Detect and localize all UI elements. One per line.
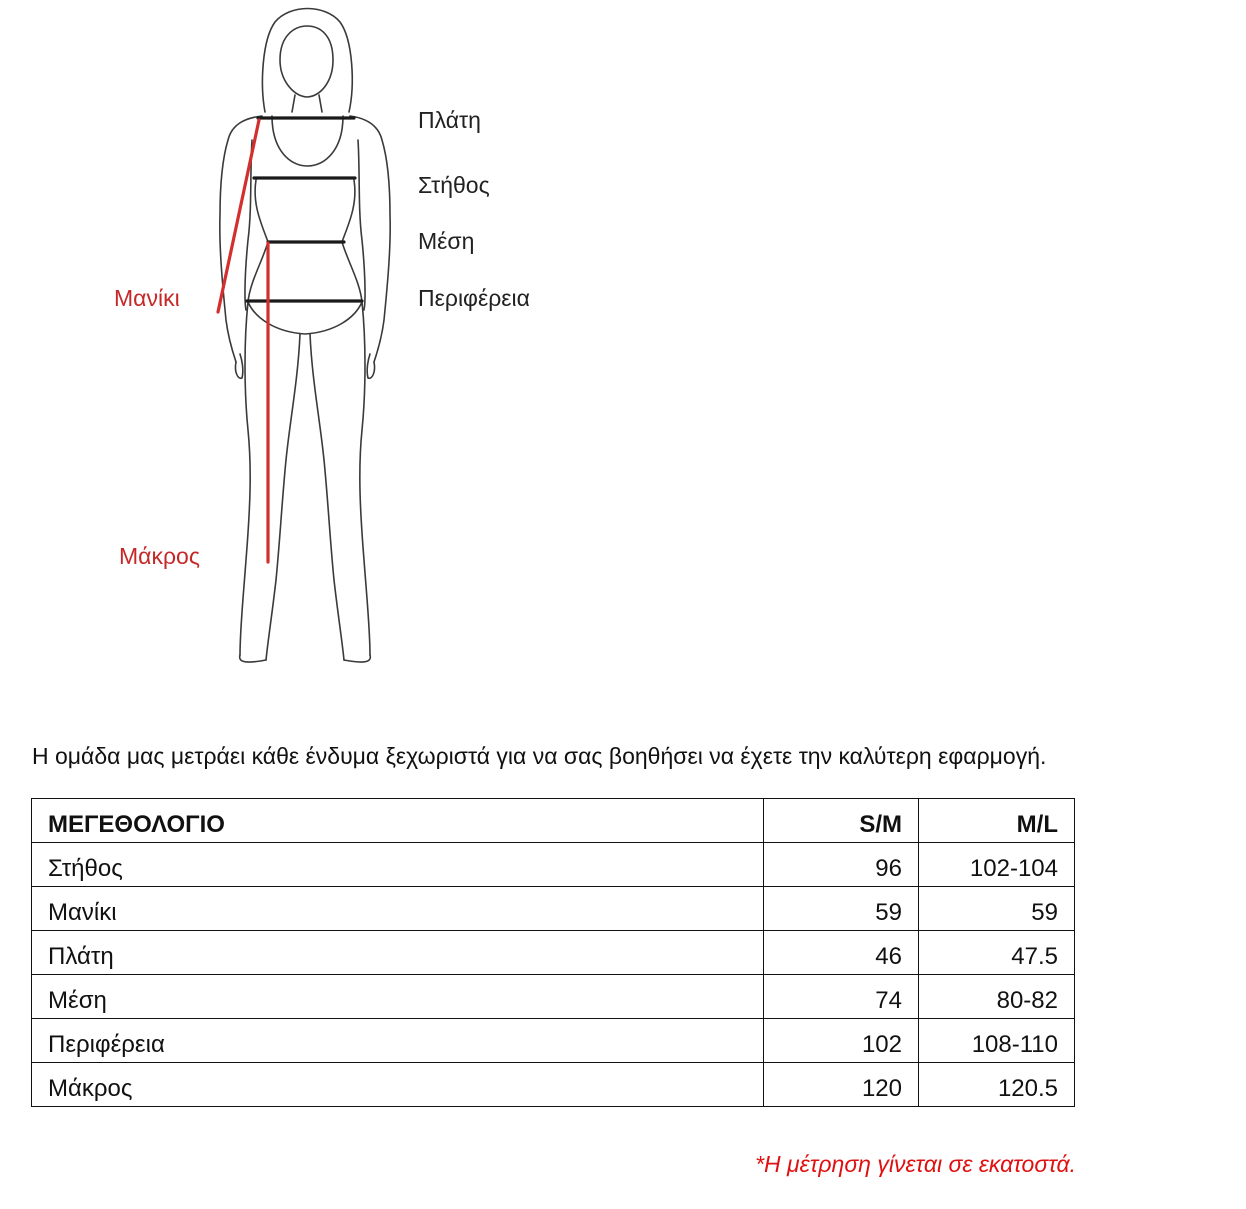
leg-right-inner xyxy=(310,334,344,660)
table-row xyxy=(32,1019,1075,1063)
hand-left xyxy=(235,354,242,378)
table-row xyxy=(32,1063,1075,1107)
cell-sm: 120 xyxy=(764,1063,919,1107)
cell-ml: 102-104 xyxy=(919,843,1075,887)
label-maniki: Μανίκι xyxy=(114,285,180,311)
size-chart-table xyxy=(31,798,1075,1107)
foot-left xyxy=(240,655,266,662)
table-row xyxy=(32,887,1075,931)
row-label: Πλάτη xyxy=(32,931,764,975)
intro-text: Η ομάδα μας μετράει κάθε ένδυμα ξεχωριστά για να σας βοηθήσει να έχετε την καλύτερη εφαρμογή. xyxy=(32,743,1047,769)
inner-arm-right xyxy=(358,140,365,310)
header-sm: S/M xyxy=(764,799,919,843)
header-ml: M/L xyxy=(919,799,1075,843)
cell-sm: 102 xyxy=(764,1019,919,1063)
cell-sm: 46 xyxy=(764,931,919,975)
cell-sm: 74 xyxy=(764,975,919,1019)
header-size-chart: ΜΕΓΕΘΟΛΟΓΙΟ xyxy=(32,799,764,843)
cell-sm: 96 xyxy=(764,843,919,887)
torso-right xyxy=(350,116,390,362)
cell-ml: 120.5 xyxy=(919,1063,1075,1107)
cell-ml: 108-110 xyxy=(919,1019,1075,1063)
label-makros: Μάκρος xyxy=(119,543,200,569)
cell-ml: 80-82 xyxy=(919,975,1075,1019)
label-platē: Πλάτη xyxy=(418,107,481,133)
table-row xyxy=(32,975,1075,1019)
row-label: Μανίκι xyxy=(32,887,764,931)
row-label: Μάκρος xyxy=(32,1063,764,1107)
face-outline xyxy=(280,26,333,97)
row-label: Στήθος xyxy=(32,843,764,887)
row-label: Περιφέρεια xyxy=(32,1019,764,1063)
measurement-note: *Η μέτρηση γίνεται σε εκατοστά. xyxy=(755,1151,1076,1177)
table-header-row xyxy=(32,799,1075,843)
hand-right xyxy=(367,354,374,378)
label-mesē: Μέση xyxy=(418,228,475,254)
cell-ml: 47.5 xyxy=(919,931,1075,975)
label-perifereia: Περιφέρεια xyxy=(418,285,530,311)
neckline xyxy=(272,116,343,166)
table-row xyxy=(32,931,1075,975)
foot-right xyxy=(344,655,370,662)
body-measurement-figure xyxy=(0,0,600,700)
label-stēthos: Στήθος xyxy=(418,172,490,198)
leg-left-inner xyxy=(266,334,300,660)
table-row xyxy=(32,843,1075,887)
body-outline-illustration xyxy=(0,0,600,700)
row-label: Μέση xyxy=(32,975,764,1019)
cell-ml: 59 xyxy=(919,887,1075,931)
torso-left xyxy=(220,116,262,362)
leg-left-outer xyxy=(240,302,250,655)
leg-right-outer xyxy=(360,302,370,655)
underwear-outline xyxy=(248,302,362,334)
cell-sm: 59 xyxy=(764,887,919,931)
